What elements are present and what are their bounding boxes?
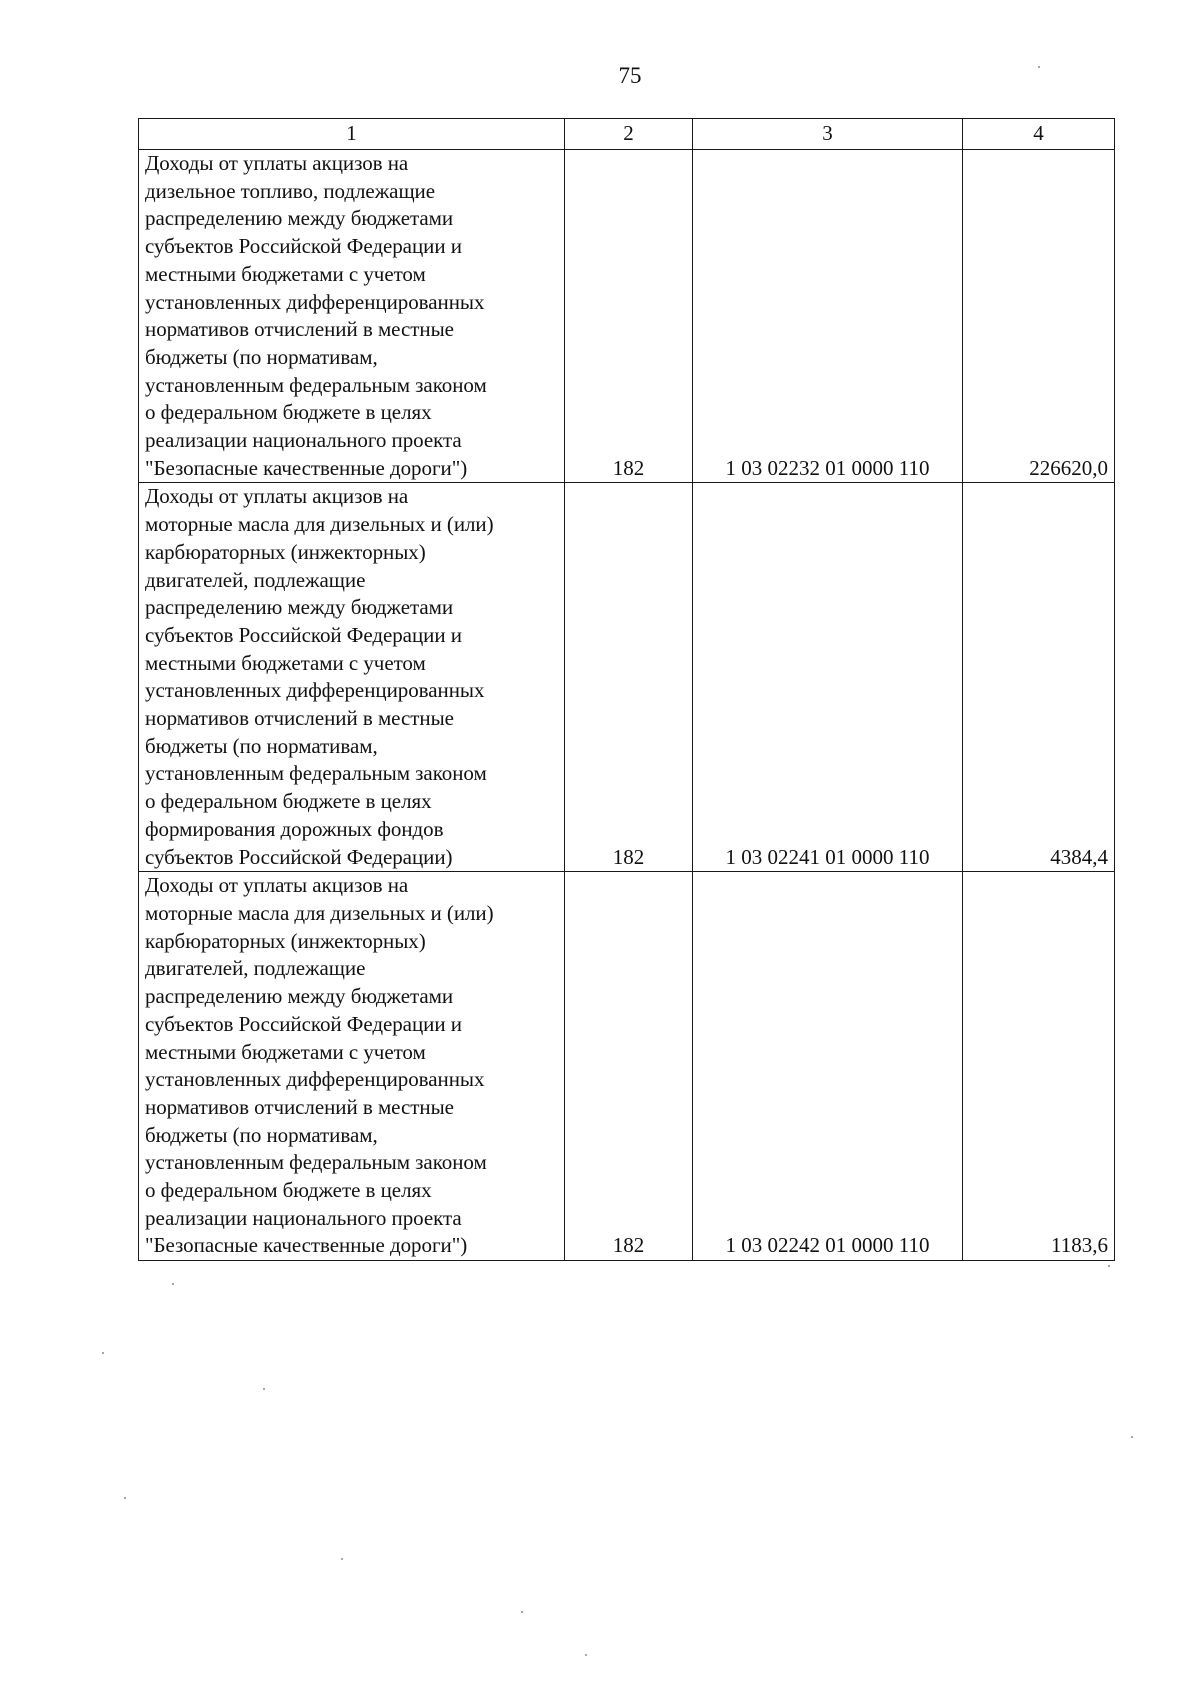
row-classification-code: 1 03 02242 01 0000 110 <box>693 872 963 1261</box>
table-row <box>139 483 1115 872</box>
table-row <box>139 872 1115 1261</box>
row-admin-code: 182 <box>565 872 693 1261</box>
row-admin-code: 182 <box>565 150 693 483</box>
column-header-4: 4 <box>963 119 1115 150</box>
page-number: 75 <box>618 63 642 88</box>
row-description: Доходы от уплаты акцизов на дизельное топливо, подлежащие распределению между бюджетами субъектов Российской Федерации и местными бюджетами с учетом установленных дифференцированных нормативов отчислений в местные бюджеты (по нормативам, установленным федеральным законом о федеральном бюджете в целях реализации национального проекта "Безопасные качественные дороги") <box>139 150 565 483</box>
scan-speck <box>172 1283 174 1285</box>
revenue-table <box>138 118 1115 1261</box>
row-description: Доходы от уплаты акцизов на моторные масла для дизельных и (или) карбюраторных (инжекторных) двигателей, подлежащие распределению между бюджетами субъектов Российской Федерации и местными бюджетами с учетом установленных дифференцированных нормативов отчислений в местные бюджеты (по нормативам, установленным федеральным законом о федеральном бюджете в целях реализации национального проекта "Безопасные качественные дороги") <box>139 872 565 1261</box>
row-description: Доходы от уплаты акцизов на моторные масла для дизельных и (или) карбюраторных (инжекторных) двигателей, подлежащие распределению между бюджетами субъектов Российской Федерации и местными бюджетами с учетом установленных дифференцированных нормативов отчислений в местные бюджеты (по нормативам, установленным федеральным законом о федеральном бюджете в целях формирования дорожных фондов субъектов Российской Федерации) <box>139 483 565 872</box>
scan-speck <box>585 1654 587 1656</box>
scan-speck <box>341 1558 343 1560</box>
table-row <box>139 150 1115 483</box>
row-admin-code: 182 <box>565 483 693 872</box>
scan-speck <box>102 1352 104 1354</box>
scan-speck <box>1108 1265 1110 1267</box>
column-header-2: 2 <box>565 119 693 150</box>
table-header-row <box>139 119 1115 150</box>
scan-speck <box>263 1388 265 1390</box>
scan-speck <box>521 1611 523 1613</box>
column-header-3: 3 <box>693 119 963 150</box>
scan-speck <box>124 1497 126 1499</box>
row-amount: 4384,4 <box>963 483 1115 872</box>
row-amount: 226620,0 <box>963 150 1115 483</box>
column-header-1: 1 <box>139 119 565 150</box>
row-amount: 1183,6 <box>963 872 1115 1261</box>
row-classification-code: 1 03 02232 01 0000 110 <box>693 150 963 483</box>
scan-speck <box>1038 66 1040 68</box>
scan-speck <box>1131 1436 1133 1438</box>
row-classification-code: 1 03 02241 01 0000 110 <box>693 483 963 872</box>
